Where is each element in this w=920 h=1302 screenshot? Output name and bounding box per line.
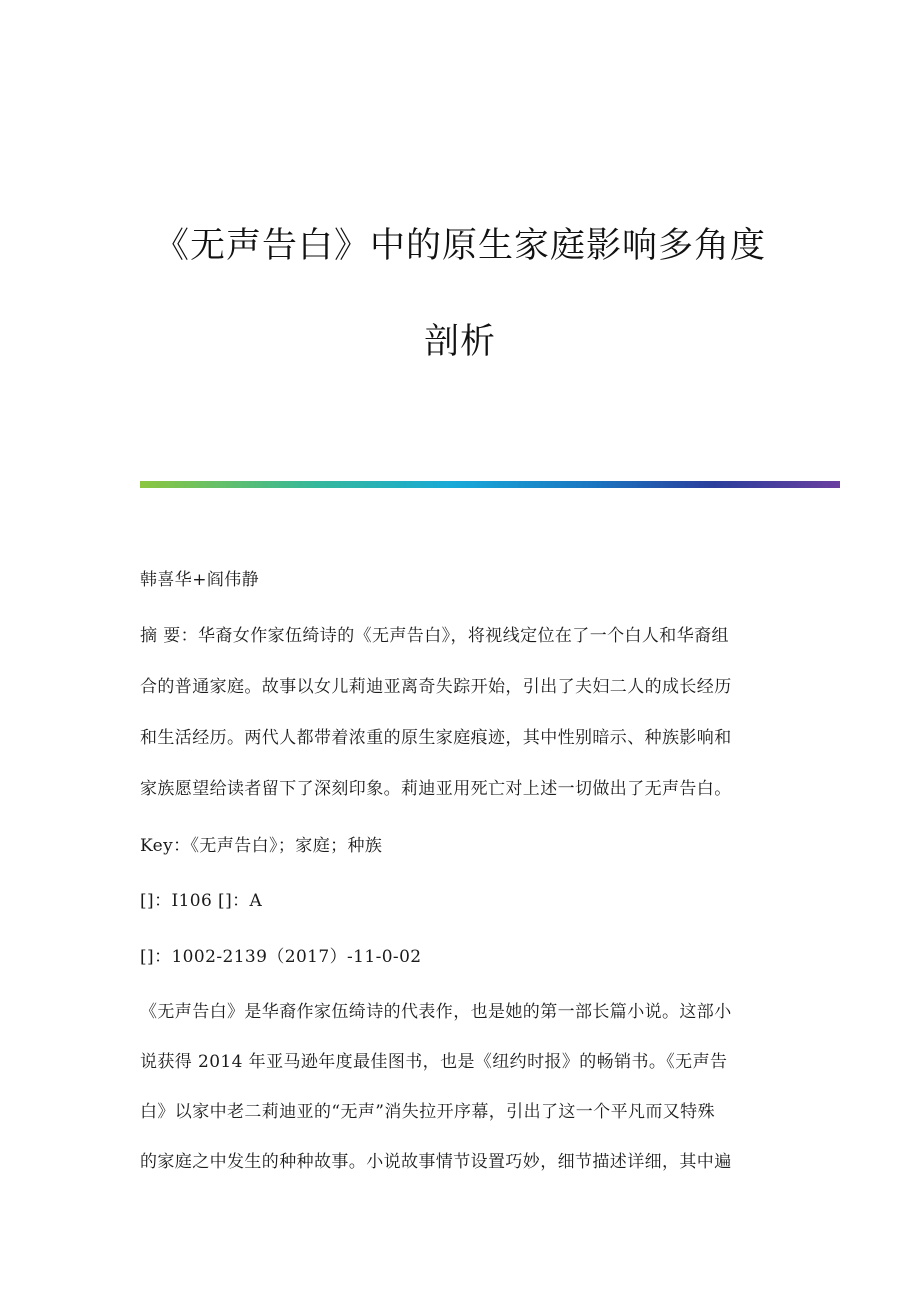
abstract-line: 摘 要：华裔女作家伍绮诗的《无声告白》，将视线定位在了一个白人和华裔组 bbox=[140, 626, 729, 646]
paper-title-line-2: 剖析 bbox=[423, 322, 496, 362]
body-line: 白》以家中老二莉迪亚的“无声”消失拉开序幕，引出了这一个平凡而又特殊 bbox=[140, 1102, 715, 1122]
gradient-divider bbox=[140, 481, 840, 488]
classification-code: []：I106 []：A bbox=[140, 891, 263, 911]
paper-title-line-1: 《无声告白》中的原生家庭影响多角度 bbox=[153, 226, 766, 266]
article-id: []：1002-2139（2017）-11-0-02 bbox=[140, 947, 422, 967]
abstract-line: 合的普通家庭。故事以女儿莉迪亚离奇失踪开始，引出了夫妇二人的成长经历 bbox=[140, 677, 732, 697]
body-line: 说获得 2014 年亚马逊年度最佳图书，也是《纽约时报》的畅销书。《无声告 bbox=[140, 1052, 728, 1072]
keywords: Key：《无声告白》；家庭；种族 bbox=[140, 836, 383, 856]
authors: 韩喜华+阎伟静 bbox=[140, 570, 260, 590]
abstract-line: 和生活经历。两代人都带着浓重的原生家庭痕迹，其中性别暗示、种族影响和 bbox=[140, 728, 732, 748]
abstract-line: 家族愿望给读者留下了深刻印象。莉迪亚用死亡对上述一切做出了无声告白。 bbox=[140, 779, 732, 799]
body-line: 《无声告白》是华裔作家伍绮诗的代表作，也是她的第一部长篇小说。这部小 bbox=[140, 1002, 732, 1022]
body-line: 的家庭之中发生的种种故事。小说故事情节设置巧妙，细节描述详细，其中遍 bbox=[140, 1152, 732, 1172]
